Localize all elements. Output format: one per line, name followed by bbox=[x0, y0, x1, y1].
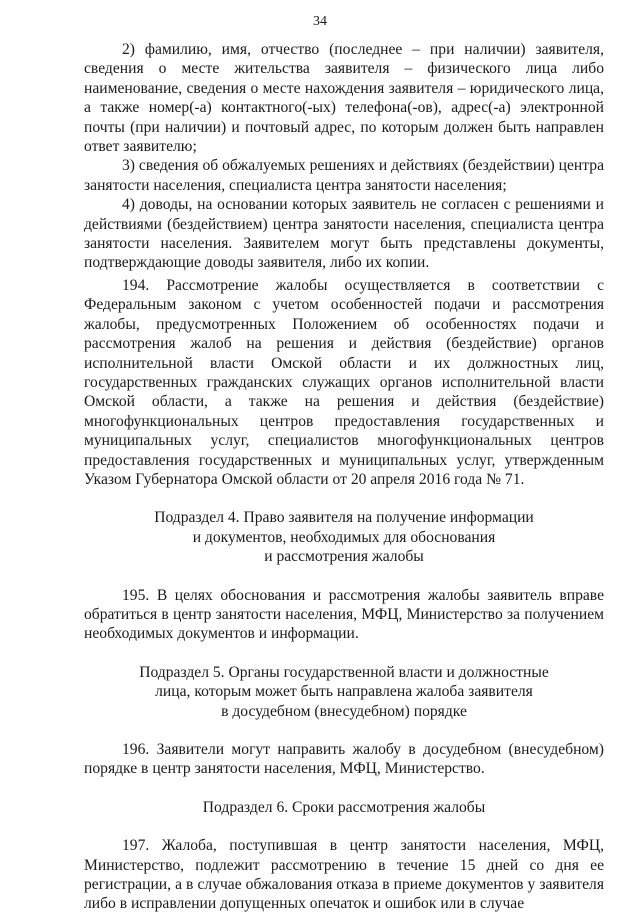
page-number: 34 bbox=[313, 14, 327, 29]
paragraph-item-3: 3) сведения об обжалуемых решениях и действиях (бездействии) центра занятости населения, специалиста центра занятости населения; bbox=[84, 157, 604, 194]
paragraph-195: 195. В целях обоснования и рассмотрения жалобы заявитель вправе обратиться в центр занятости населения, МФЦ, Министерство за получением необходимых документов и информации. bbox=[84, 586, 604, 643]
page-body bbox=[84, 40, 604, 914]
paragraph-item-4: 4) доводы, на основании которых заявитель не согласен с решениями и действиями (бездействием) центра занятости населения, специалиста центра занятости населения. Заявителем могут быть представлены документы, подтверждающие доводы заявителя, либо их копии. bbox=[84, 196, 604, 272]
subsection-5-heading: Подраздел 5. Органы государственной власти и должностные лица, которым может быть направлена жалоба заявителя в досудебном (внесудебном) порядке bbox=[139, 663, 549, 720]
paragraph-196: 196. Заявители могут направить жалобу в досудебном (внесудебном) порядке в центр занятости населения, МФЦ, Министерство. bbox=[84, 741, 604, 778]
subsection-6-heading: Подраздел 6. Сроки рассмотрения жалобы bbox=[202, 798, 486, 816]
paragraph-item-2: 2) фамилию, имя, отчество (последнее – при наличии) заявителя, сведения о месте жительства заявителя – физического лица либо наименование, сведения о месте нахождения заявителя – юридического лица, а также номер(-а) контактного(-ых) телефона(-ов), адрес(-а) электронной почты (при наличии) и почтовый адрес, по которым должен быть направлен ответ заявителю; bbox=[84, 41, 604, 156]
paragraph-197: 197. Жалоба, поступившая в центр занятости населения, МФЦ, Министерство, подлежит рассмотрению в течение 15 дней со дня ее регистрации, а в случае обжалования отказа в приеме документов у заявителя либо в исправлении допущенных опечаток и ошибок или в случае bbox=[84, 837, 604, 913]
paragraph-194: 194. Рассмотрение жалобы осуществляется в соответствии с Федеральным законом с учетом особенностей подачи и рассмотрения жалобы, предусмотренных Положением об особенностях подачи и рассмотрения жалоб на решения и действия (бездействие) органов исполнительной власти Омской области и их должностных лиц, государственных гражданских служащих органов исполнительной власти Омской области, а также на решения и действия (бездействие) многофункциональных центров предоставления государственных и муниципальных услуг, специалистов многофункциональных центров предоставления государственных и муниципальных услуг, утвержденным Указом Губернатора Омской области от 20 апреля 2016 года № 71. bbox=[84, 276, 604, 488]
subsection-4-heading: Подраздел 4. Право заявителя на получение информации и документов, необходимых для обоснования и рассмотрения жалобы bbox=[154, 509, 534, 566]
